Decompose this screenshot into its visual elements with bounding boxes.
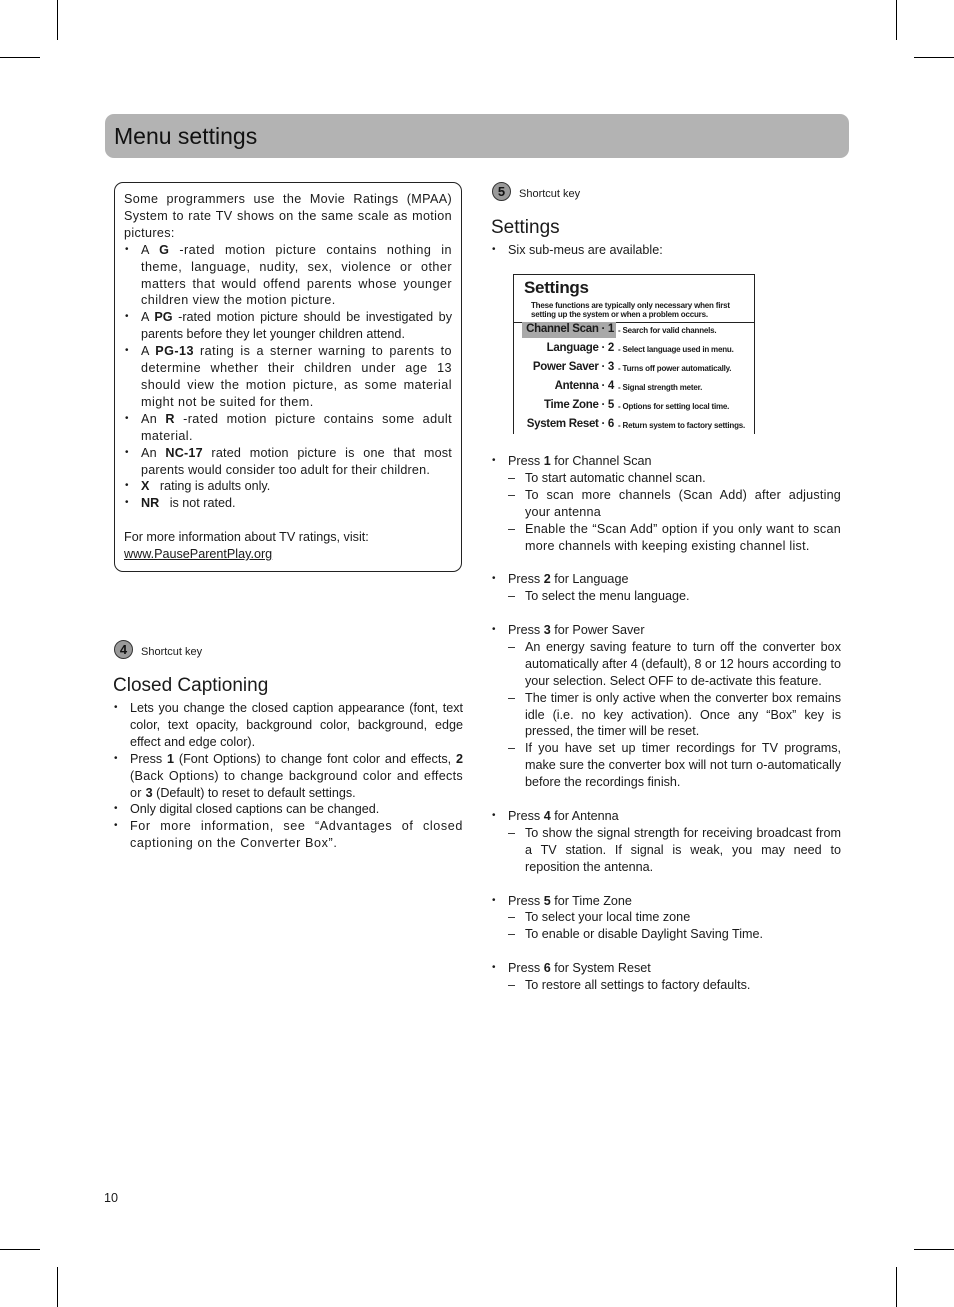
crop-mark <box>57 0 58 40</box>
crop-mark <box>0 1249 40 1250</box>
page-title: Menu settings <box>114 123 258 149</box>
menu-row-channel-scan: Channel Scan · 1 - Search for valid channels. <box>514 322 754 340</box>
settings-options-list <box>491 453 841 994</box>
sub-item: – To enable or disable Daylight Saving Time. <box>508 926 841 943</box>
page-title-bar <box>105 114 849 158</box>
list-item: • Only digital closed captions can be changed. <box>113 801 463 818</box>
menu-row-system-reset: System Reset · 6 - Return system to factory settings. <box>526 418 746 430</box>
sub-item: – To select your local time zone <box>508 909 841 926</box>
list-item: • Press 1 (Font Options) to change font color and effects, 2 (Back Options) to change background color and effects or 3 (Default) to reset to default settings. <box>113 751 463 802</box>
shortcut-key-4 <box>114 640 202 659</box>
list-item: • For more information, see “Advantages of closed captioning on the Converter Box”. <box>113 818 463 852</box>
shortcut-key-label: Shortcut key <box>141 645 203 658</box>
list-item: • Press 4 for Antenna – To show the signal strength for receiving broadcast from a TV station. If signal is weak, you may need to reposition the antenna. <box>491 808 841 876</box>
ratings-website-link[interactable]: www.PauseParentPlay.org <box>124 547 273 562</box>
rating-item: • A PG -rated motion picture should be investigated by parents before they let younger children attend. <box>124 309 452 343</box>
list-item: • Six sub-meus are available: <box>491 242 841 259</box>
menu-screen-subtitle: These functions are typically only necessary when first setting up the system or when a problem occurs. <box>531 301 730 319</box>
crop-mark <box>914 57 954 58</box>
sub-item: – If you have set up timer recordings for TV programs, make sure the converter box will not turn o-automatically before the recordings finish. <box>508 740 841 791</box>
menu-row-language: Language · 2 - Select language used in menu. <box>546 342 734 354</box>
closed-captioning-heading: Closed Captioning <box>113 675 269 696</box>
sub-item: – To restore all settings to factory defaults. <box>508 977 841 994</box>
sub-item: – To scan more channels (Scan Add) after adjusting your antenna <box>508 487 841 521</box>
ratings-intro: Some programmers use the Movie Ratings (MPAA) System to rate TV shows on the same scale as motion pictures: <box>124 192 452 240</box>
settings-intro <box>491 242 841 259</box>
crop-mark <box>896 0 897 40</box>
menu-row-antenna: Antenna · 4 - Signal strength meter. <box>554 380 703 392</box>
crop-mark <box>914 1249 954 1250</box>
sub-item: – To select the menu language. <box>508 588 841 605</box>
rating-item: • A PG-13 rating is a sterner warning to parents to determine whether their children under age 13 should view the motion picture, as some material might not be suited for them. <box>124 343 452 411</box>
shortcut-key-label: Shortcut key <box>519 187 581 200</box>
menu-screen-title: Settings <box>524 278 589 297</box>
shortcut-number-icon: 5 <box>492 182 511 201</box>
ratings-info-box <box>114 182 462 572</box>
ratings-more-info: For more information about TV ratings, visit: <box>124 530 369 545</box>
rating-item: • NR is not rated. <box>124 495 452 512</box>
list-item: • Press 6 for System Reset – To restore all settings to factory defaults. <box>491 960 841 994</box>
shortcut-key-5 <box>492 182 580 201</box>
rating-item: • X rating is adults only. <box>124 478 452 495</box>
list-item: • Press 3 for Power Saver – An energy saving feature to turn off the converter box automatically after 4 (default), 8 or 12 hours according to your selection. Select OFF to de-activate this feature. – The timer is only active when the converter box remains idle (i.e. no key activation). Once any “Box” key is pressed, the timer will be reset. – If you have set up timer recordings for TV programs, make sure the converter box will not turn o-automatically before the recordings finish. <box>491 622 841 791</box>
sub-item: – To show the signal strength for receiving broadcast from a TV station. If signal is weak, you may need to reposition the antenna. <box>508 825 841 876</box>
rating-item: • An NC-17 rated motion picture is one that most parents would consider too adult for their children. <box>124 445 452 479</box>
list-item: • Press 2 for Language – To select the menu language. <box>491 571 841 605</box>
settings-menu-screenshot <box>513 274 755 434</box>
sub-item: – An energy saving feature to turn off the converter box automatically after 4 (default), 8 or 12 hours according to your selection. Select OFF to de-activate this feature. <box>508 639 841 690</box>
menu-row-power-saver: Power Saver · 3 - Turns off power automatically. <box>532 361 732 373</box>
menu-row-time-zone: Time Zone · 5 - Options for setting local time. <box>543 399 730 411</box>
ratings-list <box>124 242 452 513</box>
sub-item: – Enable the “Scan Add” option if you only want to scan more channels with keeping existing channel list. <box>508 521 841 555</box>
settings-heading: Settings <box>491 217 560 238</box>
page-number: 10 <box>104 1191 119 1205</box>
list-item: • Lets you change the closed caption appearance (font, text color, text opacity, background color, background, edge effect and edge color). <box>113 700 463 751</box>
crop-mark <box>896 1267 897 1307</box>
rating-item: • A G -rated motion picture contains nothing in theme, language, nudity, sex, violence or other matters that would offend parents whose younger children view the motion picture. <box>124 242 452 310</box>
shortcut-number-icon: 4 <box>114 640 133 659</box>
sub-item: – The timer is only active when the converter box remains idle (i.e. no key activation). Once any “Box” key is pressed, the timer will be reset. <box>508 690 841 741</box>
sub-item: – To start automatic channel scan. <box>508 470 841 487</box>
rating-item: • An R -rated motion picture contains some adult material. <box>124 411 452 445</box>
list-item: • Press 1 for Channel Scan – To start automatic channel scan. – To scan more channels (Scan Add) after adjusting your antenna – Enable the “Scan Add” option if you only want to scan more channels with keeping existing channel list. <box>491 453 841 554</box>
crop-mark <box>57 1267 58 1307</box>
closed-captioning-body <box>113 700 463 852</box>
list-item: • Press 5 for Time Zone – To select your local time zone – To enable or disable Daylight Saving Time. <box>491 893 841 944</box>
crop-mark <box>0 57 40 58</box>
